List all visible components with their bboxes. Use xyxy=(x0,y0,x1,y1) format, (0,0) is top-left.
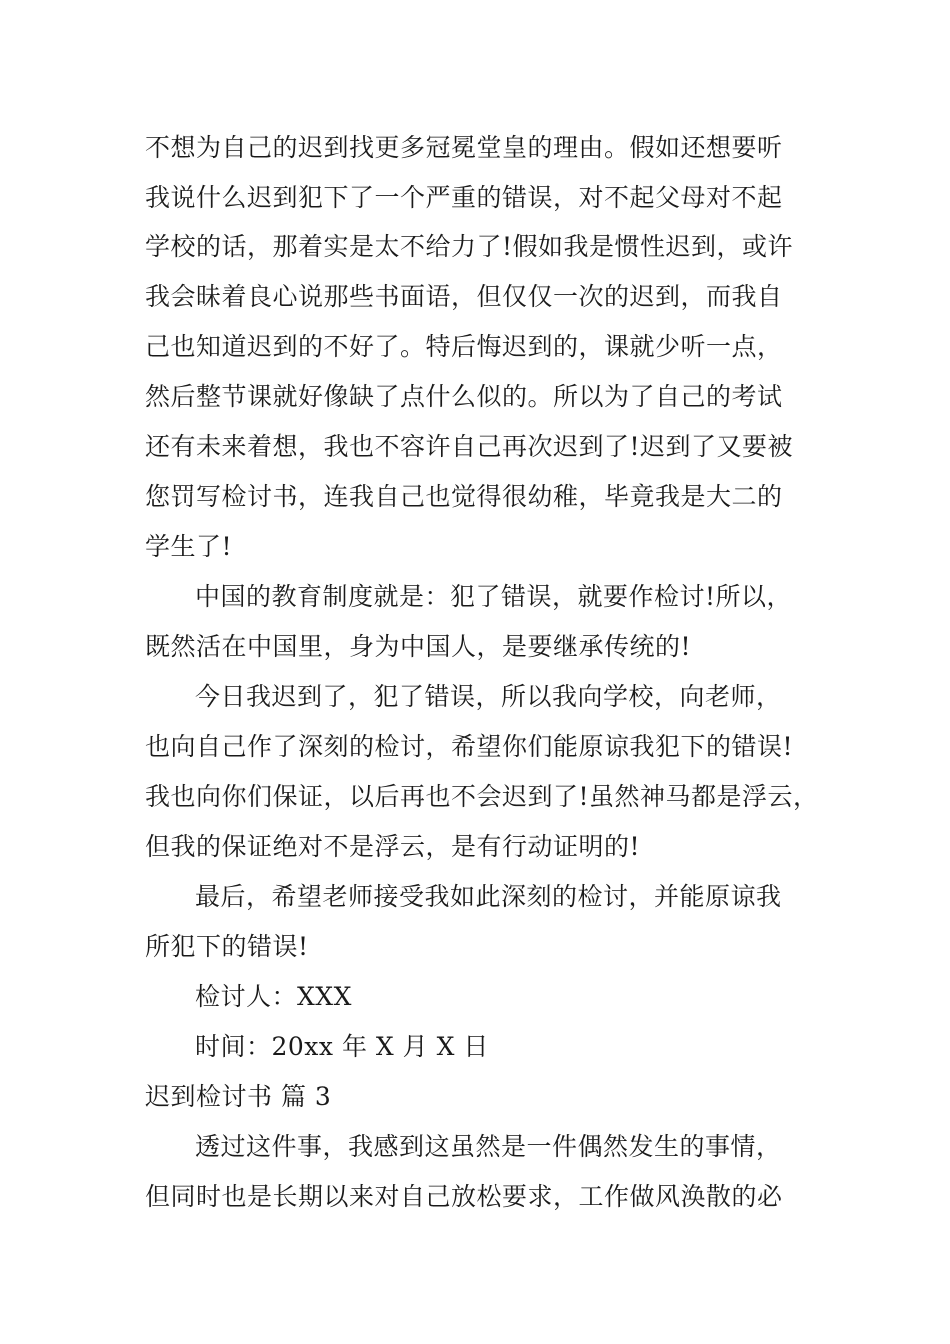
paragraph-line: 但我的保证绝对不是浮云，是有行动证明的! xyxy=(145,832,641,861)
paragraph-line: 透过这件事，我感到这虽然是一件偶然发生的事情， xyxy=(195,1132,782,1161)
paragraph-line: 学校的话，那着实是太不给力了!假如我是惯性迟到，或许 xyxy=(145,232,794,261)
paragraph-line: 然后整节课就好像缺了点什么似的。所以为了自己的考试 xyxy=(145,382,783,411)
section-heading: 迟到检讨书 篇 3 xyxy=(145,1082,332,1111)
paragraph-line: 您罚写检讨书，连我自己也觉得很幼稚，毕竟我是大二的 xyxy=(145,482,783,511)
paragraph-line: 己也知道迟到的不好了。特后悔迟到的，课就少听一点， xyxy=(145,332,783,361)
paragraph-line: 既然活在中国里，身为中国人，是要继承传统的! xyxy=(145,632,692,661)
signature-line: 检讨人：XXX xyxy=(195,982,352,1011)
date-line: 时间：20xx 年 X 月 X 日 xyxy=(195,1032,489,1061)
paragraph-line: 我说什么迟到犯下了一个严重的错误，对不起父母对不起 xyxy=(145,183,783,212)
paragraph-line: 还有未来着想，我也不容许自己再次迟到了!迟到了又要被 xyxy=(145,432,794,461)
paragraph-line: 学生了! xyxy=(145,532,233,561)
paragraph-line: 所犯下的错误! xyxy=(145,932,309,961)
paragraph-line: 不想为自己的迟到找更多冠冕堂皇的理由。假如还想要听 xyxy=(145,133,783,162)
paragraph-line: 但同时也是长期以来对自己放松要求，工作做风涣散的必 xyxy=(145,1182,783,1211)
paragraph-line: 中国的教育制度就是：犯了错误，就要作检讨!所以， xyxy=(195,582,793,611)
paragraph-line: 我也向你们保证，以后再也不会迟到了!虽然神马都是浮云， xyxy=(145,782,819,811)
paragraph-line: 也向自己作了深刻的检讨，希望你们能原谅我犯下的错误! xyxy=(145,732,794,761)
paragraph-line: 我会昧着良心说那些书面语，但仅仅一次的迟到，而我自 xyxy=(145,282,783,311)
paragraph-line: 今日我迟到了，犯了错误，所以我向学校，向老师， xyxy=(195,682,782,711)
paragraph-line: 最后，希望老师接受我如此深刻的检讨，并能原谅我 xyxy=(195,882,782,911)
